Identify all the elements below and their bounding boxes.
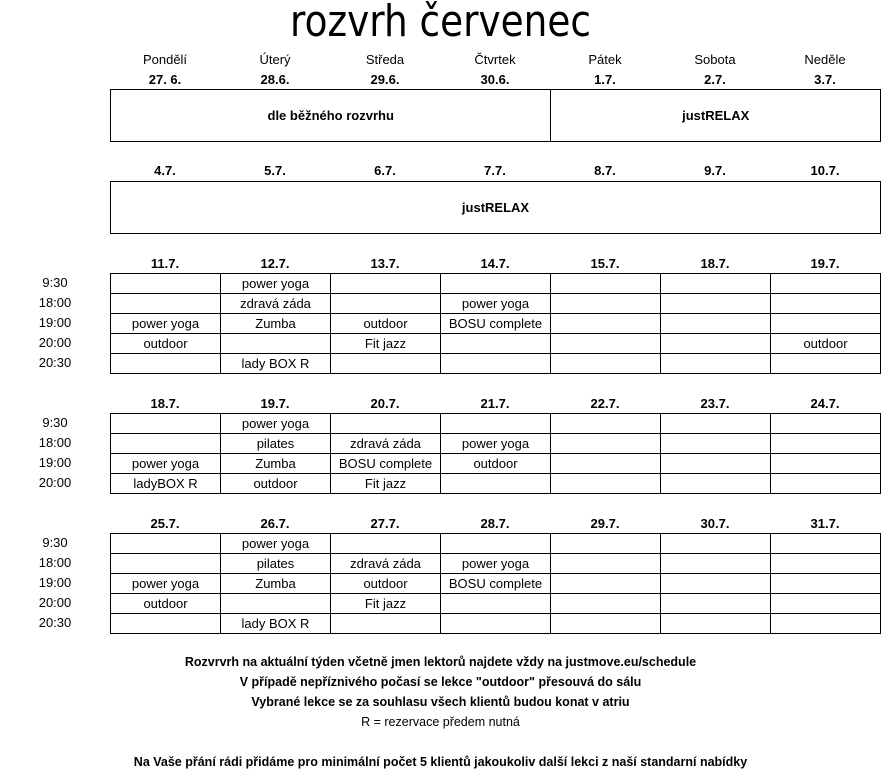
day-name: Úterý (259, 52, 291, 67)
schedule-cell: power yoga (441, 434, 551, 454)
date-label: 21.7. (480, 396, 510, 411)
schedule-cell (331, 354, 441, 374)
date-label: 29.6. (370, 72, 400, 87)
schedule-cell: zdravá záda (221, 294, 331, 314)
schedule-row (111, 534, 881, 554)
schedule-cell (551, 554, 661, 574)
schedule-cell: power yoga (441, 294, 551, 314)
date-label: 10.7. (810, 163, 840, 178)
schedule-cell (551, 294, 661, 314)
schedule-cell: Fit jazz (331, 474, 441, 494)
schedule-cell (551, 274, 661, 294)
schedule-cell (771, 454, 881, 474)
date-label: 11.7. (150, 256, 180, 271)
schedule-cell (441, 614, 551, 634)
schedule-cell (771, 534, 881, 554)
schedule-cell: power yoga (221, 274, 331, 294)
schedule-cell: pilates (221, 554, 331, 574)
schedule-cell (771, 274, 881, 294)
date-label: 27. 6. (148, 72, 182, 87)
schedule-cell: lady BOX R (221, 354, 331, 374)
date-label: 18.7. (700, 256, 730, 271)
schedule-cell (551, 534, 661, 554)
schedule-cell (441, 354, 551, 374)
time-label: 20:30 (38, 355, 72, 370)
time-label: 20:00 (38, 475, 72, 490)
schedule-cell: power yoga (221, 414, 331, 434)
schedule-cell (111, 354, 221, 374)
schedule-cell: power yoga (441, 554, 551, 574)
date-label: 27.7. (370, 516, 400, 531)
date-label: 25.7. (150, 516, 180, 531)
page-title: rozvrh červenec (290, 0, 591, 47)
schedule-cell (661, 574, 771, 594)
date-label: 9.7. (704, 163, 726, 178)
time-label: 9:30 (42, 415, 68, 430)
schedule-cell (111, 274, 221, 294)
schedule-cell (551, 334, 661, 354)
note-schedule-link: Rozvrvrh na aktuální týden včetně jmen lektorů najdete vždy na justmove.eu/schedule (184, 655, 697, 669)
schedule-cell: power yoga (111, 574, 221, 594)
time-label: 19:00 (38, 575, 72, 590)
time-label: 20:30 (38, 615, 72, 630)
note-reservation-legend: R = rezervace předem nutná (361, 715, 520, 729)
date-label: 4.7. (154, 163, 176, 178)
schedule-cell: Zumba (221, 314, 331, 334)
schedule-cell (661, 314, 771, 334)
schedule-row (111, 414, 881, 434)
time-label: 18:00 (38, 295, 72, 310)
day-name: Čtvrtek (474, 52, 516, 67)
date-label: 18.7. (150, 396, 180, 411)
schedule-cell (441, 274, 551, 294)
schedule-cell (661, 354, 771, 374)
schedule-cell: outdoor (331, 574, 441, 594)
schedule-row (111, 594, 881, 614)
day-name: Sobota (694, 52, 736, 67)
schedule-cell (441, 474, 551, 494)
date-label: 28.6. (260, 72, 290, 87)
schedule-cell (441, 334, 551, 354)
note-extra-lessons: Na Vaše přání rádi přidáme pro minimální počet 5 klientů jakoukoliv další lekci z naší standarní nabídky (133, 755, 748, 769)
schedule-cell: outdoor (771, 334, 881, 354)
schedule-cell (441, 414, 551, 434)
date-label: 2.7. (704, 72, 726, 87)
day-name: Neděle (804, 52, 846, 67)
date-label: 28.7. (480, 516, 510, 531)
banner-segment: justRELAX (461, 200, 530, 215)
schedule-cell (661, 614, 771, 634)
schedule-cell (661, 414, 771, 434)
time-label: 18:00 (38, 555, 72, 570)
schedule-cell (661, 594, 771, 614)
banner-box (110, 89, 881, 142)
schedule-cell (771, 314, 881, 334)
date-label: 1.7. (594, 72, 616, 87)
schedule-cell: BOSU complete (441, 314, 551, 334)
schedule-cell: Fit jazz (331, 594, 441, 614)
date-label: 30.7. (700, 516, 730, 531)
schedule-cell (111, 294, 221, 314)
schedule-cell (111, 554, 221, 574)
schedule-cell: outdoor (111, 334, 221, 354)
date-label: 13.7. (370, 256, 400, 271)
schedule-cell (441, 594, 551, 614)
schedule-cell (551, 434, 661, 454)
schedule-cell (771, 614, 881, 634)
schedule-cell (661, 454, 771, 474)
date-label: 12.7. (260, 256, 290, 271)
schedule-cell (111, 414, 221, 434)
time-label: 20:00 (38, 595, 72, 610)
date-label: 29.7. (590, 516, 620, 531)
schedule-cell (551, 354, 661, 374)
schedule-row (111, 614, 881, 634)
schedule-cell (771, 474, 881, 494)
schedule-cell (551, 594, 661, 614)
schedule-cell (771, 594, 881, 614)
day-name: Pátek (588, 52, 622, 67)
time-label: 19:00 (38, 455, 72, 470)
note-atrium: Vybrané lekce se za souhlasu všech klientů budou konat v atriu (251, 695, 630, 709)
schedule-cell (661, 534, 771, 554)
date-label: 7.7. (484, 163, 506, 178)
schedule-row (111, 294, 881, 314)
schedule-row (111, 474, 881, 494)
banner-box (110, 181, 881, 234)
date-label: 19.7. (810, 256, 840, 271)
schedule-cell (771, 354, 881, 374)
schedule-cell: ladyBOX R (111, 474, 221, 494)
schedule-cell (771, 294, 881, 314)
schedule-grid (110, 273, 881, 374)
date-label: 14.7. (480, 256, 510, 271)
day-name: Pondělí (142, 52, 188, 67)
schedule-cell (331, 534, 441, 554)
schedule-cell (551, 454, 661, 474)
schedule-cell (221, 594, 331, 614)
schedule-row (111, 354, 881, 374)
schedule-row (111, 554, 881, 574)
schedule-cell: Zumba (221, 454, 331, 474)
date-label: 15.7. (590, 256, 620, 271)
date-label: 6.7. (374, 163, 396, 178)
time-label: 9:30 (42, 275, 68, 290)
schedule-cell: power yoga (111, 454, 221, 474)
schedule-cell (551, 474, 661, 494)
schedule-cell (661, 554, 771, 574)
schedule-cell (221, 334, 331, 354)
date-label: 5.7. (264, 163, 286, 178)
schedule-cell: BOSU complete (331, 454, 441, 474)
schedule-cell (331, 614, 441, 634)
time-label: 19:00 (38, 315, 72, 330)
schedule-row (111, 334, 881, 354)
banner-segment: justRELAX (550, 90, 880, 141)
date-label: 3.7. (814, 72, 836, 87)
date-label: 31.7. (810, 516, 840, 531)
schedule-cell: Fit jazz (331, 334, 441, 354)
schedule-cell: zdravá záda (331, 434, 441, 454)
schedule-cell (661, 434, 771, 454)
schedule-cell (771, 554, 881, 574)
schedule-cell (551, 574, 661, 594)
time-label: 20:00 (38, 335, 72, 350)
schedule-cell (331, 274, 441, 294)
date-label: 22.7. (590, 396, 620, 411)
schedule-cell (551, 314, 661, 334)
schedule-cell (771, 414, 881, 434)
note-outdoor-weather: V případě nepříznivého počasí se lekce "outdoor" přesouvá do sálu (239, 675, 642, 689)
schedule-cell: BOSU complete (441, 574, 551, 594)
schedule-cell (111, 614, 221, 634)
schedule-cell (551, 414, 661, 434)
schedule-cell: power yoga (221, 534, 331, 554)
time-label: 9:30 (42, 535, 68, 550)
schedule-cell: pilates (221, 434, 331, 454)
schedule-cell (771, 434, 881, 454)
schedule-cell: outdoor (331, 314, 441, 334)
schedule-grid (110, 413, 881, 494)
date-label: 24.7. (810, 396, 840, 411)
schedule-cell (771, 574, 881, 594)
schedule-cell: Zumba (221, 574, 331, 594)
schedule-cell (661, 474, 771, 494)
date-label: 8.7. (594, 163, 616, 178)
schedule-row (111, 574, 881, 594)
schedule-cell: lady BOX R (221, 614, 331, 634)
schedule-cell: zdravá záda (331, 554, 441, 574)
day-name: Středa (365, 52, 405, 67)
schedule-row (111, 434, 881, 454)
schedule-cell (441, 534, 551, 554)
schedule-cell (551, 614, 661, 634)
date-label: 26.7. (260, 516, 290, 531)
schedule-cell (661, 294, 771, 314)
schedule-grid (110, 533, 881, 634)
schedule-row (111, 314, 881, 334)
schedule-cell (331, 294, 441, 314)
date-label: 19.7. (260, 396, 290, 411)
date-label: 20.7. (370, 396, 400, 411)
date-label: 23.7. (700, 396, 730, 411)
schedule-row (111, 454, 881, 474)
time-label: 18:00 (38, 435, 72, 450)
schedule-row (111, 274, 881, 294)
schedule-cell: outdoor (441, 454, 551, 474)
banner-segment: dle běžného rozvrhu (267, 108, 394, 123)
schedule-cell (111, 534, 221, 554)
schedule-cell: outdoor (221, 474, 331, 494)
schedule-cell: outdoor (111, 594, 221, 614)
schedule-cell: power yoga (111, 314, 221, 334)
schedule-cell (111, 434, 221, 454)
schedule-cell (661, 274, 771, 294)
date-label: 30.6. (480, 72, 510, 87)
schedule-cell (331, 414, 441, 434)
schedule-cell (661, 334, 771, 354)
